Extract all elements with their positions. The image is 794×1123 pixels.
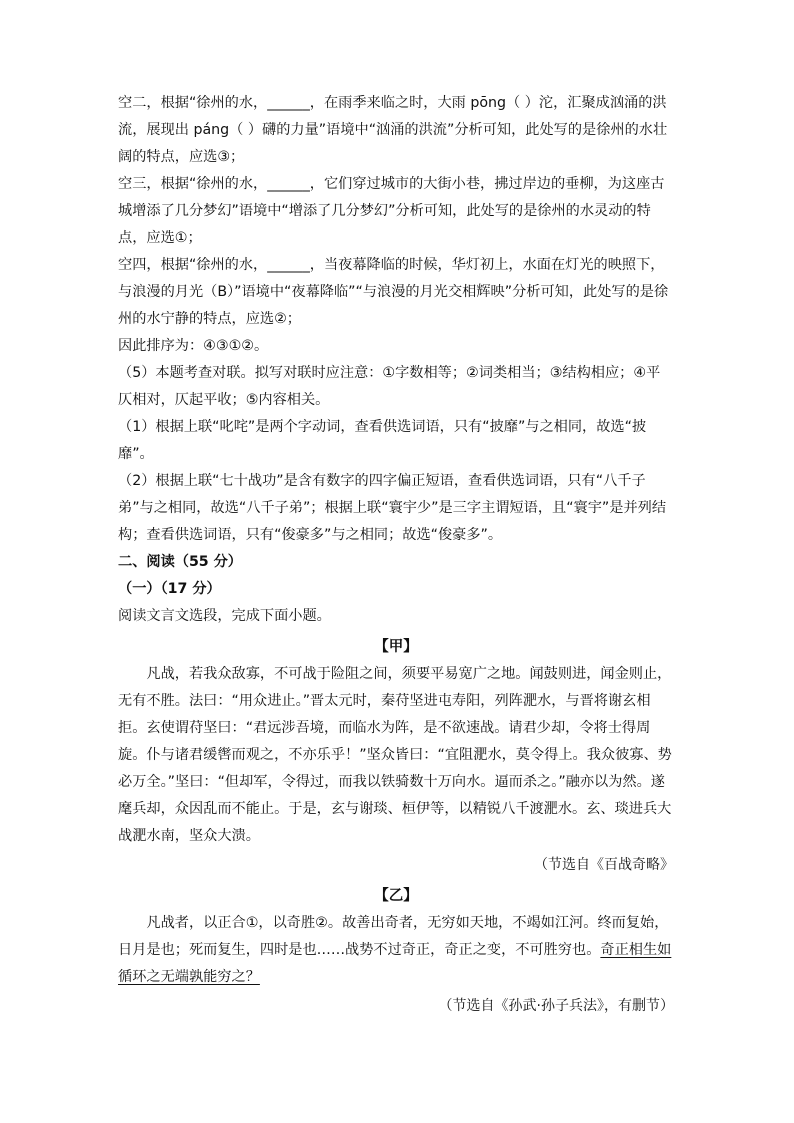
section-title: 二、阅读（55 分） (118, 554, 242, 570)
passage-b-main: 凡战者，以正合①，以奇胜②。故善出奇者，无穷如天地，不竭如江河。终而复始，日月是也；死而复生，四时是也……战势不过奇正，奇正之变，不可胜穷也。 (118, 915, 669, 958)
section-instruction: 阅读文言文选段，完成下面小题。 (118, 608, 331, 624)
analysis-q5-1: （1）根据上联“叱咤”是两个字动词，查看供选词语，只有“披靡”与之相同，故选“披靡”。 (118, 419, 647, 462)
section-part-1: （一）（17 分） (118, 581, 221, 597)
analysis-order: 因此排序为：④③①②。 (118, 338, 269, 354)
passage-b-heading: 【乙】 (374, 888, 418, 904)
analysis-blank-2: 空二，根据“徐州的水，______，在雨季来临之时，大雨 pōng（ ）沱，汇聚成汹涌的洪流，展现出 páng（ ）礴的力量”语境中“汹涌的洪流”分析可知，此处写的是徐州的水壮阔的特点，应选③； (118, 95, 668, 165)
passage-a-source: （节选自《百战奇略》 (534, 857, 674, 873)
passage-a-heading: 【甲】 (374, 639, 418, 655)
document-page (118, 90, 674, 1020)
analysis-blank-4: 空四，根据“徐州的水，______，当夜幕降临的时候，华灯初上，水面在灯光的映照下，与浪漫的月光（B）”语境中“夜幕降临”“与浪漫的月光交相辉映”分析可知，此处写的是徐州的水宁静的特点，应选②； (118, 257, 669, 327)
passage-b-underlined-sentence: 奇正相生如循环之无端孰能穷之？ (118, 942, 672, 985)
analysis-blank-3: 空三，根据“徐州的水，______，它们穿过城市的大街小巷，拂过岸边的垂柳，为这座古城增添了几分梦幻”语境中“增添了几分梦幻”分析可知，此处写的是徐州的水灵动的特点，应选①； (118, 176, 665, 246)
passage-b-text (118, 910, 674, 991)
passage-b-source: （节选自《孙武·孙子兵法》，有删节） (438, 998, 674, 1014)
passage-a-text: 凡战，若我众敌寡，不可战于险阻之间，须要平易宽广之地。闻鼓则进，闻金则止，无有不胜。法曰：“用众进止。”晋太元时，秦苻坚进屯寿阳，列阵淝水，与晋将谢玄相拒。玄使谓苻坚曰：“君远涉吾境，而临水为阵，是不欲速战。请君少却，令将士得周旋。仆与诸君缓辔而观之，不亦乐乎！”坚众皆曰：“宜阻淝水，莫令得上。我众彼寡、势必万全。”坚曰：“但却军，令得过，而我以铁骑数十万向水。逼而杀之。”融亦以为然。遂麾兵却，众因乱而不能止。于是，玄与谢琰、桓伊等，以精锐八千渡淝水。玄、琰进兵大战淝水南，坚众大溃。 (118, 666, 672, 844)
analysis-q5-2: （2）根据上联“七十战功”是含有数字的四字偏正短语，查看供选词语，只有“八千子弟”与之相同，故选“八千子弟”；根据上联“寰宇少”是三字主谓短语，且“寰宇”是并列结构；查看供选词语，只有“俊豪多”与之相同；故选“俊豪多”。 (118, 473, 667, 543)
analysis-q5: （5）本题考查对联。拟写对联时应注意：①字数相等；②词类相当；③结构相应；④平仄相对，仄起平收；⑤内容相关。 (118, 365, 661, 408)
